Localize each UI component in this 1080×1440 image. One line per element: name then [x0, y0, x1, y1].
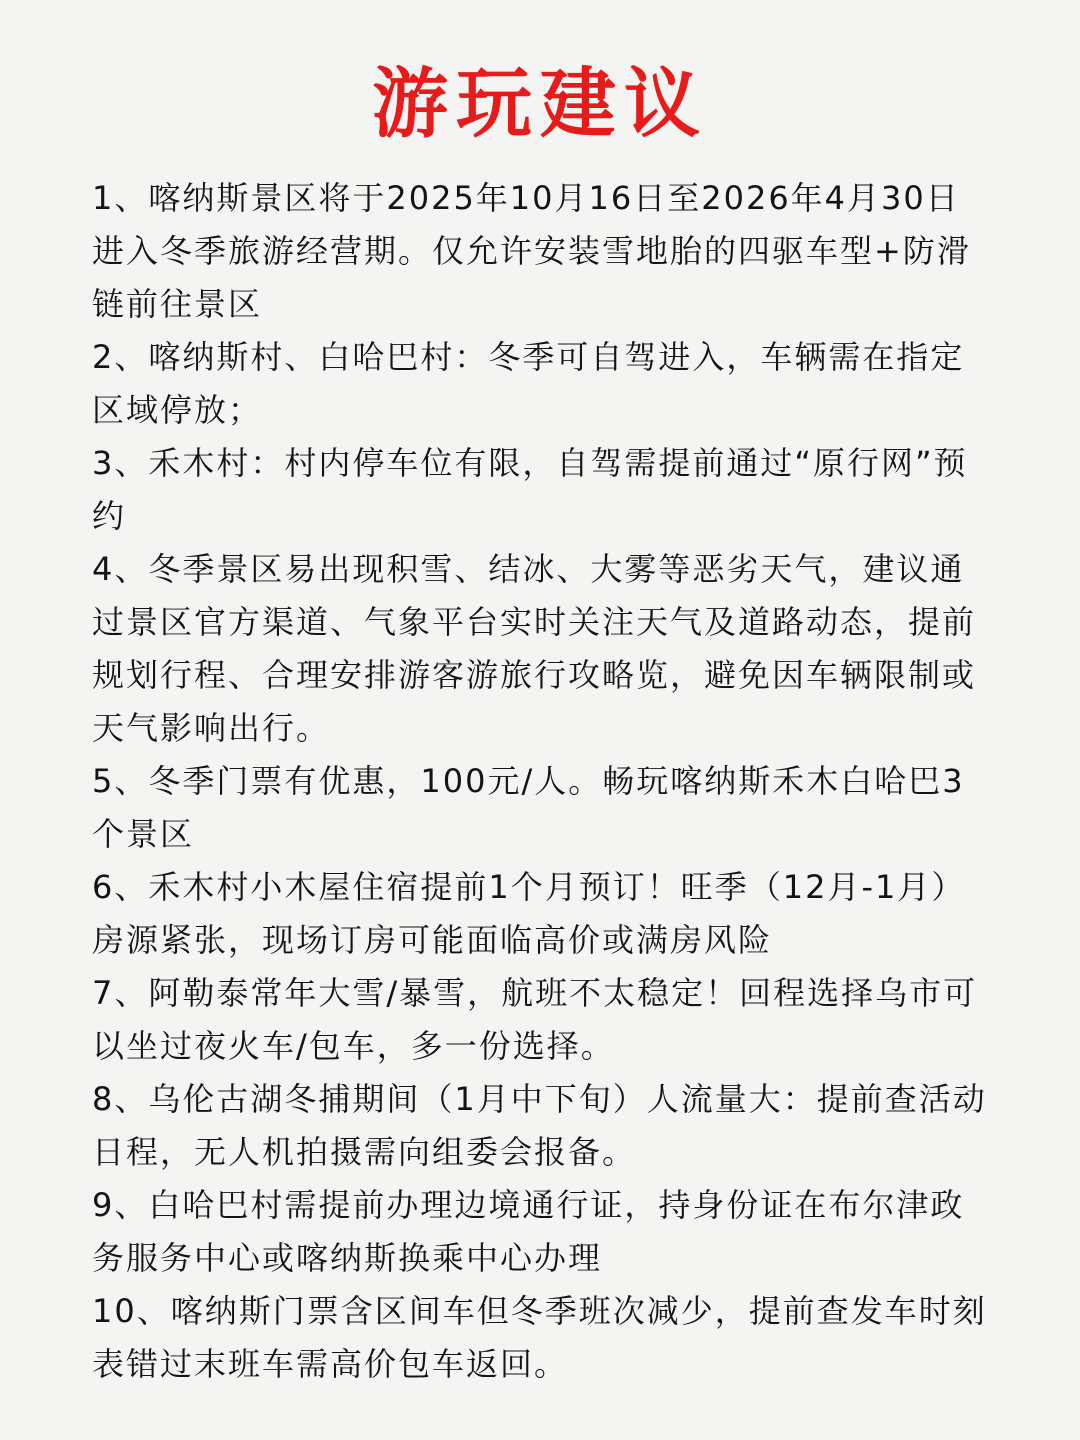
tips-list: [92, 172, 992, 1391]
tip-item-3: 3、禾木村：村内停车位有限，自驾需提前通过“原行网”预约: [92, 444, 968, 535]
tip-item-7: 7、阿勒泰常年大雪/暴雪，航班不太稳定！回程选择乌市可以坐过夜火车/包车，多一份选择。: [92, 974, 978, 1065]
tip-item-6: 6、禾木村小木屋住宿提前1个月预订！旺季（12月-1月）房源紧张，现场订房可能面临高价或满房风险: [92, 868, 966, 959]
tip-item-1: 1、喀纳斯景区将于2025年10月16日至2026年4月30日进入冬季旅游经营期。仅允许安装雪地胎的四驱车型+防滑链前往景区: [92, 179, 971, 323]
tip-item-2: 2、喀纳斯村、白哈巴村：冬季可自驾进入，车辆需在指定区域停放；: [92, 338, 965, 429]
tip-item-9: 9、白哈巴村需提前办理边境通行证，持身份证在布尔津政务服务中心或喀纳斯换乘中心办理: [92, 1186, 965, 1277]
tip-item-10: 10、喀纳斯门票含区间车但冬季班次减少，提前查发车时刻表错过末班车需高价包车返回。: [92, 1292, 987, 1383]
tip-item-5: 5、冬季门票有优惠，100元/人。畅玩喀纳斯禾木白哈巴3个景区: [92, 762, 965, 853]
tip-item-4: 4、冬季景区易出现积雪、结冰、大雾等恶劣天气，建议通过景区官方渠道、气象平台实时关注天气及道路动态，提前规划行程、合理安排游客游旅行攻略览，避免因车辆限制或天气影响出行。: [92, 550, 977, 747]
page-title: 游玩建议: [372, 59, 708, 148]
tip-item-8: 8、乌伦古湖冬捕期间（1月中下旬）人流量大：提前查活动日程，无人机拍摄需向组委会报备。: [92, 1080, 987, 1171]
